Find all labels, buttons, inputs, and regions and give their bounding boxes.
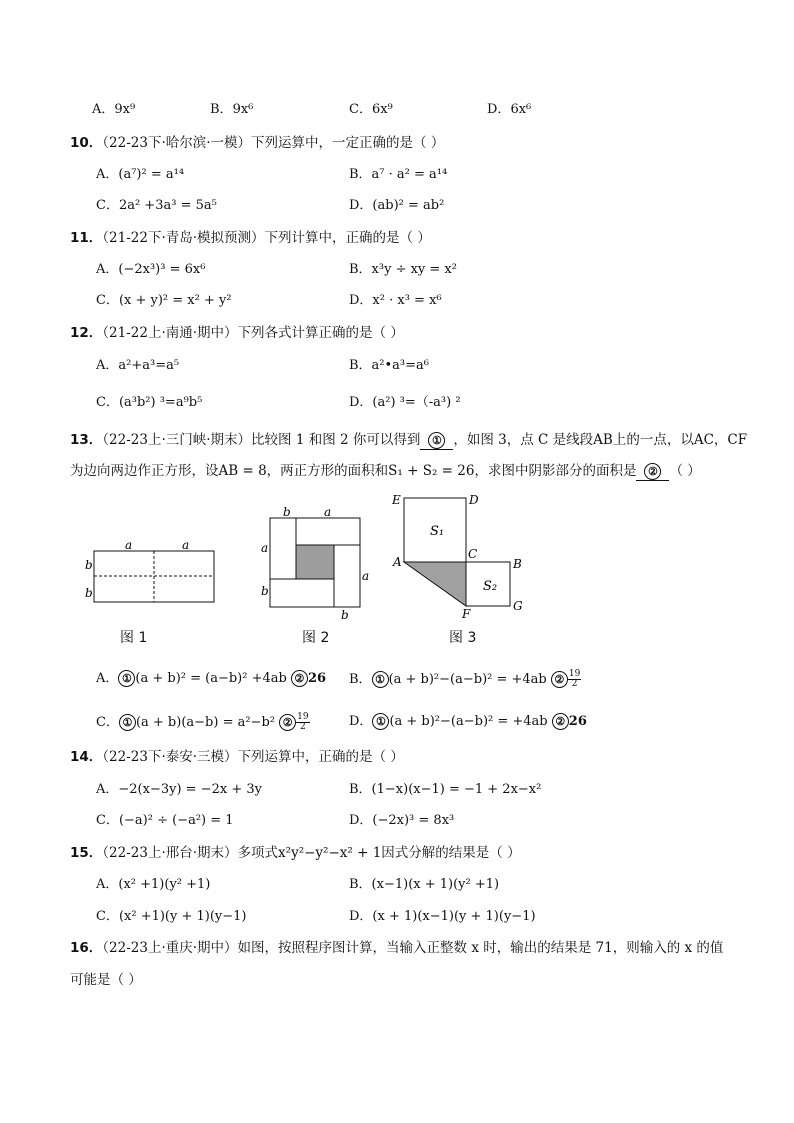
q11-option-c: C．(x + y)² = x² + y² bbox=[96, 293, 232, 308]
q10-option-b: B．a⁷ · a² = a¹⁴ bbox=[349, 167, 448, 182]
q10-option-a: A．(a⁷)² = a¹⁴ bbox=[96, 167, 185, 182]
q15-option-b: B．(x−1)(x + 1)(y² +1) bbox=[349, 877, 500, 892]
figure-1 bbox=[82, 535, 222, 615]
q10-option-d: D．(ab)² = ab² bbox=[349, 198, 445, 213]
svg-text:b: b bbox=[261, 584, 269, 598]
svg-text:S₂: S₂ bbox=[483, 579, 498, 594]
q14-stem: 14．（22-23下·泰安·三模）下列运算中，正确的是（ ） bbox=[70, 749, 404, 765]
q10-stem: 10．（22-23下·哈尔滨·一模）下列运算中，一定正确的是（ ） bbox=[70, 135, 445, 151]
fig1-label-a1: a bbox=[125, 538, 133, 552]
q14-option-a: A．−2(x−3y) = −2x + 3y bbox=[96, 782, 262, 797]
q10-option-c: C．2a² +3a³ = 5a⁵ bbox=[96, 198, 217, 213]
svg-text:B: B bbox=[513, 557, 522, 571]
fig3-caption: 图 3 bbox=[449, 630, 477, 646]
q9-option-b: B．9x⁶ bbox=[210, 102, 254, 117]
q16-stem-line2: 可能是（ ） bbox=[70, 972, 142, 988]
q15-stem: 15．（22-23上·邢台·期末）多项式x²y²−y²−x² + 1因式分解的结果是（ ） bbox=[70, 845, 521, 861]
q12-stem: 12．（21-22上·南通·期中）下列各式计算正确的是（ ） bbox=[70, 325, 404, 341]
q11-option-b: B．x³y ÷ xy = x² bbox=[349, 262, 457, 277]
fig1-label-b1: b bbox=[85, 558, 93, 572]
svg-text:A: A bbox=[393, 555, 402, 569]
q15-option-c: C．(x² +1)(y + 1)(y−1) bbox=[96, 909, 247, 924]
q13-stem-line2: 为边向两边作正方形，设AB = 8，两正方形的面积和S₁ + S₂ = 26，求图中阴影部分的面积是 ② （ ） bbox=[70, 463, 701, 479]
q16-stem-line1: 16．（22-23上·重庆·期中）如图，按照程序图计算，当输入正整数 x 时，输出的结果是 71，则输入的 x 的值 bbox=[70, 940, 724, 956]
q9-option-d: D．6x⁶ bbox=[487, 102, 532, 117]
q12-option-b: B．a²•a³=a⁶ bbox=[349, 358, 429, 373]
fig1-label-a2: a bbox=[182, 538, 190, 552]
q12-option-c: C．(a³b²) ³=a⁹b⁵ bbox=[96, 395, 203, 410]
q13-option-c: C． ① (a + b)(a−b) = a²−b² ② $\frac{19}{2}$ bbox=[96, 712, 309, 732]
q13-option-a: A． ① (a + b)² = (a−b)² +4ab ② 26 bbox=[96, 671, 327, 686]
fig1-caption: 图 1 bbox=[120, 630, 148, 646]
q15-option-d: D．(x + 1)(x−1)(y + 1)(y−1) bbox=[349, 909, 536, 924]
q9-option-a: A．9x⁹ bbox=[92, 102, 136, 117]
q13-option-d: D． ① (a + b)²−(a−b)² = +4ab ② 26 bbox=[349, 714, 587, 729]
svg-text:F: F bbox=[462, 607, 471, 620]
svg-text:a: a bbox=[261, 541, 269, 555]
q15-option-a: A．(x² +1)(y² +1) bbox=[96, 877, 211, 892]
svg-text:D: D bbox=[469, 493, 479, 507]
q12-option-d: D．(a²) ³=（-a³) ² bbox=[349, 395, 461, 410]
svg-text:E: E bbox=[392, 493, 401, 507]
svg-text:a: a bbox=[362, 569, 370, 583]
q13-blank-1: ① bbox=[420, 431, 453, 450]
svg-text:b: b bbox=[283, 505, 291, 519]
q11-option-a: A．(−2x³)³ = 6x⁶ bbox=[96, 262, 206, 277]
svg-text:C: C bbox=[468, 547, 478, 561]
svg-text:a: a bbox=[324, 505, 332, 519]
figure-2 bbox=[256, 502, 376, 622]
q14-option-b: B．(1−x)(x−1) = −1 + 2x−x² bbox=[349, 782, 542, 797]
q11-option-d: D．x² · x³ = x⁶ bbox=[349, 293, 442, 308]
q13-option-b: B． ① (a + b)²−(a−b)² = +4ab ② $\frac{19}{2}$ bbox=[349, 669, 581, 689]
svg-text:b: b bbox=[341, 608, 349, 622]
figure-3 bbox=[388, 490, 538, 620]
fig1-label-b2: b bbox=[85, 586, 93, 600]
q12-option-a: A．a²+a³=a⁵ bbox=[96, 358, 180, 373]
fig2-caption: 图 2 bbox=[302, 630, 330, 646]
q14-option-c: C．(−a)² ÷ (−a²) = 1 bbox=[96, 813, 234, 828]
svg-text:G: G bbox=[513, 599, 523, 613]
q13-blank-2: ② bbox=[636, 462, 669, 481]
q14-option-d: D．(−2x)³ = 8x³ bbox=[349, 813, 455, 828]
q11-stem: 11．（21-22下·青岛·模拟预测）下列计算中，正确的是（ ） bbox=[70, 230, 431, 246]
q13-stem-line1: 13．（22-23上·三门峡·期末）比较图 1 和图 2 你可以得到 ① ，如图 3，点 C 是线段AB上的一点，以AC，CF bbox=[70, 432, 748, 448]
svg-text:S₁: S₁ bbox=[430, 524, 445, 539]
q9-option-c: C．6x⁹ bbox=[349, 102, 393, 117]
